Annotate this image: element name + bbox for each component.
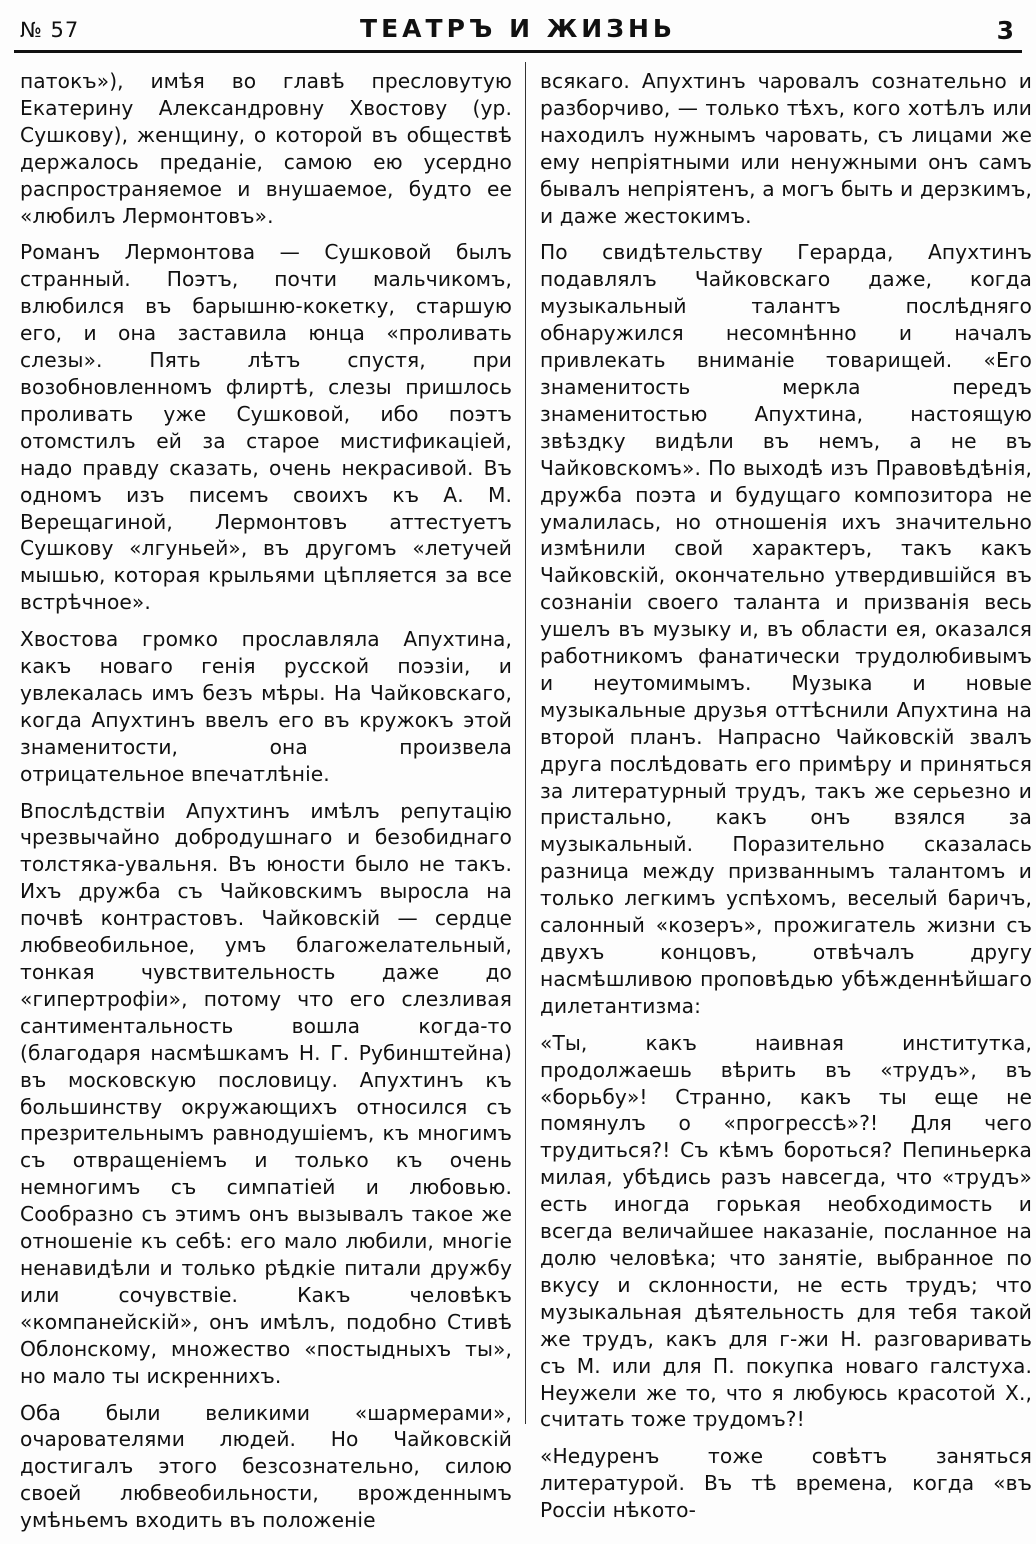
header-rule <box>14 50 1022 53</box>
paragraph: По свидѣтельству Герарда, Апухтинъ подавлялъ Чайковскаго даже, когда музыкальный талантъ послѣдняго обнаружился несомнѣнно и началъ привлекать вниманіе товарищей. «Его знаменитость меркла передъ знаменитостью Апухтина, настоящую звѣздку видѣли въ немъ, а не въ Чайковскомъ». По выходѣ изъ Правовѣдѣнія, дружба поэта и будущаго композитора не умалилась, но отношенія ихъ значительно измѣнили свой характеръ, такъ какъ Чайковскій, окончательно утвердившійся въ сознаніи своего таланта и призванія весь ушелъ въ музыку и, въ области ея, оказался работникомъ фанатически трудолюбивымъ и неутомимымъ. Музыка и новые музыкальные друзья оттѣснили Апухтина на второй планъ. Напрасно Чайковскій звалъ друга послѣдовать его примѣру и приняться за литературный трудъ, такъ же серьезно и пристально, какъ онъ взялся за музыкальный. Поразительно сказалась разница между призваннымъ талантомъ и только легкимъ успѣхомъ, веселый баричъ, салонный «козеръ», прожигатель жизни съ двухъ концовъ, отвѣчалъ другу насмѣшливою проповѣдью убѣжденнѣйшаго дилетантизма: <box>540 240 1032 1018</box>
page-header <box>14 12 1022 52</box>
journal-title: ТЕАТРЪ И ЖИЗНЬ <box>360 14 676 43</box>
paragraph: Впослѣдствіи Апухтинъ имѣлъ репутацію чрезвычайно добродушнаго и безобиднаго толстяка-увальня. Въ юности было не такъ. Ихъ дружба съ Чайковскимъ выросла на почвѣ контрастовъ. Чайковскій — сердце любвеобильное, умъ благожелательный, тонкая чувствительность даже до «гипертрофіи», потому что его слезливая сантиментальность вошла когда-то (благодаря насмѣшкамъ Н. Г. Рубинштейна) въ московскую пословицу. Апухтинъ къ большинству окружающихъ относился съ презрительнымъ равнодушіемъ, къ многимъ съ отвращеніемъ и только къ очень немногимъ съ симпатіей и любовью. Сообразно съ этимъ онъ вызывалъ такое же отношеніе къ себѣ: его мало любили, многіе ненавидѣли и только рѣдкіе питали дружбу или сочувствіе. Какъ человѣкъ «компанейскій», онъ имѣлъ, подобно Стивѣ Облонскому, множество «постыдныхъ ты», но мало ты искреннихъ. <box>20 798 512 1388</box>
left-column <box>20 68 512 1544</box>
paragraph: Хвостова громко прославляла Апухтина, какъ новаго генія русской поэзіи, и увлекалась имъ безъ мѣры. На Чайковскаго, когда Апухтинъ ввелъ его въ кружокъ этой знаменитости, она произвела отрицательное впечатлѣніе. <box>20 627 512 786</box>
paragraph: всякаго. Апухтинъ чаровалъ сознательно и разборчиво, — только тѣхъ, кого хотѣлъ или находилъ нужнымъ чаровать, съ лицами же ему непріятными или ненужными онъ самъ бывалъ непріятенъ, а могъ быть и дерзкимъ, и даже жестокимъ. <box>540 69 1032 228</box>
column-divider <box>525 62 526 1424</box>
paragraph: «Недуренъ тоже совѣтъ заняться литературой. Въ тѣ времена, когда «въ Россіи нѣкото- <box>540 1444 1032 1523</box>
paragraph: патокъ»), имѣя во главѣ пресловутую Екатерину Александровну Хвостову (ур. Сушкову), женщину, о которой въ обществѣ держалось преданіе, самою ею усердно распространяемое и внушаемое, будто ее «любилъ Лермонтовъ». <box>20 69 512 228</box>
paragraph: Оба были великими «шармерами», очарователями людей. Но Чайковскій достигалъ этого безсознательно, силою своей любвеобильности, врожденнымъ умѣньемъ входить въ положеніе <box>20 1400 512 1533</box>
paragraph: Романъ Лермонтова — Сушковой былъ странный. Поэтъ, почти мальчикомъ, влюбился въ барышню-кокетку, старшую его, и она заставила юнца «проливать слезы». Пять лѣтъ спустя, при возобновленномъ флиртѣ, слезы пришлось проливать уже Сушковой, ибо поэтъ отомстилъ ей за старое мистификаціей, надо правду сказать, очень некрасивой. Въ одномъ изъ писемъ своихъ къ А. М. Верещагиной, Лермонтовъ аттестуетъ Сушкову «лгуньей», въ другомъ «летучей мышью, которая крыльями цѣпляется за все встрѣчное». <box>20 240 512 615</box>
paragraph: «Ты, какъ наивная институтка, продолжаешь вѣрить въ «трудъ», въ «борьбу»! Странно, какъ ты еще не помянулъ о «прогрессѣ»?! Для чего трудиться?! Съ кѣмъ бороться? Пепиньерка милая, убѣдись разъ навсегда, что «трудъ» есть иногда горькая необходимость и всегда величайшее наказаніе, посланное на долю человѣка; что занятіе, выбранное по вкусу и склонности, не есть трудъ; что музыкальная дѣятельность для тебя такой же трудъ, какъ для г-жи Н. разговаривать съ М. или для П. покупка новаго галстуха. Неужели же то, что я любуюсь красотой Х., считать тоже трудомъ?! <box>540 1030 1032 1432</box>
right-column <box>540 68 1032 1534</box>
issue-number: № 57 <box>20 18 80 42</box>
page-number: 3 <box>996 16 1014 45</box>
